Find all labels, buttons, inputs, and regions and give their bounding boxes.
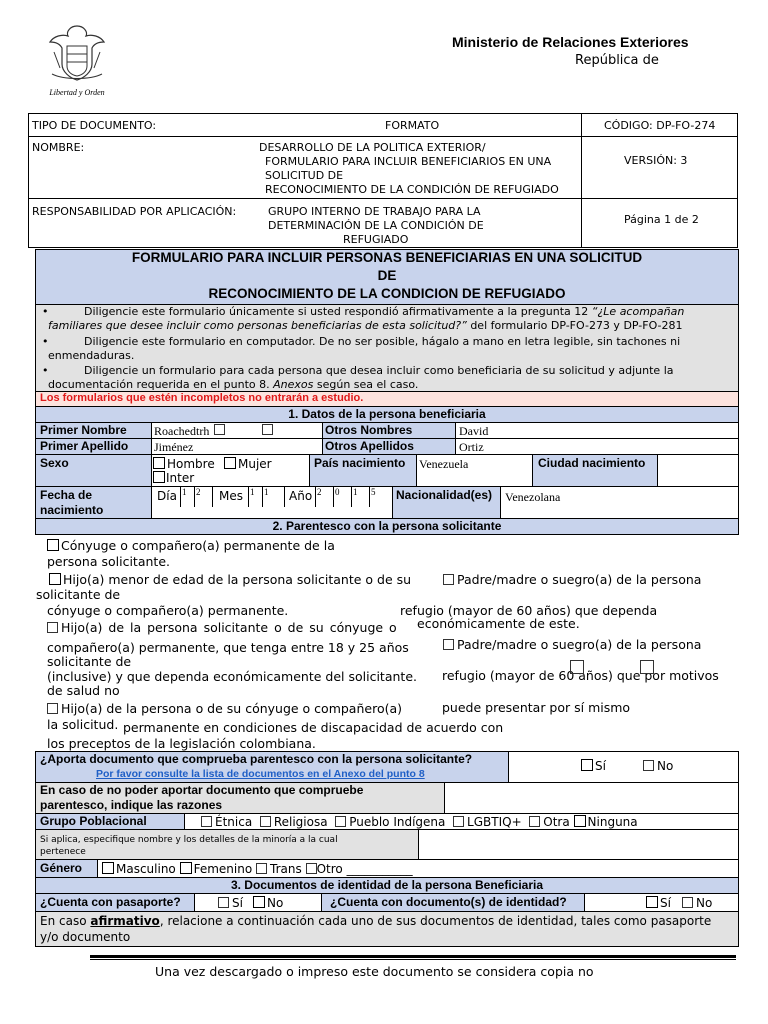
doc-info-table (28, 113, 738, 248)
docs-si[interactable]: Sí (646, 896, 671, 910)
otros-apellidos-value: Ortiz (459, 440, 484, 454)
pais-value: Venezuela (419, 457, 469, 471)
footer-rule-thin (90, 959, 736, 960)
aplica-input[interactable] (418, 829, 739, 860)
checkbox-icon (443, 639, 454, 650)
checkbox-icon (47, 539, 59, 551)
primer-nombre-value: Roachedtrh (154, 424, 210, 438)
checkbox-icon (570, 660, 584, 674)
checkbox-icon (47, 622, 58, 633)
otros-apellidos-input[interactable] (455, 438, 739, 455)
option-conyuge[interactable]: Cónyuge o compañero(a) permanente de la (47, 538, 335, 553)
anexo-link[interactable]: Por favor consulte la lista de documentos en el Anexo del punto 8 (96, 768, 425, 780)
pais-label: País nacimiento (314, 456, 406, 470)
republic-subtitle: República de (575, 53, 659, 68)
mes-label: Mes (219, 489, 243, 503)
bullet-2: • (42, 335, 49, 348)
otros-nombres-label: Otros Nombres (325, 423, 413, 437)
checkbox-icon (253, 896, 265, 908)
aporta-si[interactable]: Sí (581, 759, 606, 773)
caso-label-line1: En caso de no poder aportar documento que compruebe (40, 783, 364, 797)
checkbox-icon (224, 457, 236, 469)
checkbox-icon (574, 815, 586, 827)
primer-apellido-value: Jiménez (154, 440, 194, 454)
genero-masculino[interactable]: Masculino (102, 862, 176, 876)
checkbox-icon (49, 573, 61, 585)
pagina: Página 1 de 2 (624, 213, 699, 226)
genero-otro-line: ___________ (346, 862, 413, 876)
nombre-line2: FORMULARIO PARA INCLUIR BENEFICIARIOS EN UNA (265, 155, 552, 168)
checkbox-icon (180, 862, 192, 874)
footer-rule (90, 955, 736, 958)
instruction-1: Diligencie este formulario únicamente si usted respondió afirmativamente a la pregunta 12 “¿Le acompañan familiares que desee incluir como personas beneficiarias de esta solicitud?” del formulario DP-FO-273 y DP-FO-281 (48, 305, 685, 332)
nombre-line3: SOLICITUD DE (265, 169, 344, 182)
grupo-options (201, 815, 638, 829)
option-hijo-discapacidad[interactable]: Hijo(a) de la persona o de su cónyuge o compañero(a) (47, 701, 402, 716)
anio-digit: 2 (316, 487, 334, 507)
form-title-line2: DE (377, 268, 397, 283)
pasaporte-question: ¿Cuenta con pasaporte? (40, 895, 181, 909)
docs-question: ¿Cuenta con documento(s) de identidad? (330, 895, 567, 909)
checkbox-icon (256, 863, 267, 874)
coat-of-arms-logo (44, 22, 110, 96)
resp-label: RESPONSABILIDAD POR APLICACIÓN: (32, 205, 237, 218)
dia-digit: 2 (195, 487, 213, 507)
caso-input[interactable] (444, 782, 739, 814)
parentesco-options: Cónyuge o compañero(a) permanente de la persona solicitante. Hijo(a) menor de edad de la persona solicitante o de su solicitante de cónyuge o compañero(a) permanente. Hijo(a) de la persona solicitante o de su cónyuge o compañero(a) permanente, que tenga entre 18 y 25 años solicitante de (inclusive) y que dependa económicamente del solicitante. de salud no Hijo(a) de la persona o de su cónyuge o compañero(a) la solicitud. permanente en condiciones de discapacidad de acuerdo con los preceptos de la legislación colombiana. Padre/madre o suegro(a) de la persona refugio (mayor de 60 años) que dependa económicamente de este. Padre/madre o suegro(a) de la persona refugio (mayor de 60 años) que por motivos puede presentar por sí mismo (36, 538, 719, 751)
anio-digit: 5 (371, 487, 376, 497)
mujer-option[interactable]: Mujer (224, 457, 272, 471)
grupo-religiosa[interactable]: Religiosa (260, 815, 328, 829)
checkbox-icon (153, 471, 165, 483)
docs-no[interactable]: No (682, 896, 712, 910)
resp-line3: REFUGIADO (343, 233, 409, 246)
otros-nombres-value: David (459, 424, 489, 438)
option-hijo-menor[interactable]: Hijo(a) menor de edad de la persona solicitante o de su (49, 572, 411, 587)
checkbox-icon (262, 424, 273, 435)
nacionalidad-label: Nacionalidad(es) (396, 488, 493, 502)
nacionalidad-value: Venezolana (505, 490, 561, 504)
option-hijo-18-25[interactable]: Hijo(a) de la persona solicitante o de su cónyuge o (47, 620, 397, 635)
anio-digit: 1 (352, 487, 370, 507)
nombre-label: NOMBRE: (32, 141, 85, 154)
checkbox-icon (581, 759, 593, 771)
mes-digit: 1 (249, 487, 263, 507)
ciudad-input[interactable] (657, 454, 739, 487)
nombre-line1: DESARROLLO DE LA POLITICA EXTERIOR/ (259, 141, 486, 154)
caso-label-line2: parentesco, indique las razones (40, 798, 223, 812)
caso-afirmativo-text: En caso afirmativo, relacione a continuación cada uno de sus documentos de identidad, tales como pasaporte y/o documento (40, 914, 712, 944)
grupo-etnica[interactable]: Étnica (201, 815, 252, 829)
primer-apellido-label: Primer Apellido (40, 439, 129, 453)
dia-label: Día (157, 489, 177, 503)
checkbox-icon (335, 816, 346, 827)
resp-line1: GRUPO INTERNO DE TRABAJO PARA LA (268, 205, 481, 218)
instruction-2: Diligencie este formulario en computador. De no ser posible, hágalo a mano en letra legible, sin tachones ni enmendaduras. (48, 335, 681, 362)
aplica-line2: pertenece (40, 847, 86, 857)
nombre-line4: RECONOCIMIENTO DE LA CONDICIÓN DE REFUGIADO (265, 183, 559, 196)
checkbox-icon (443, 574, 454, 585)
hombre-option[interactable]: Hombre (153, 457, 215, 471)
section1-title: 1. Datos de la persona beneficiaria (288, 407, 486, 421)
checkbox-icon (682, 897, 693, 908)
checkbox-icon (453, 816, 464, 827)
section2-title: 2. Parentesco con la persona solicitante (272, 519, 502, 533)
checkbox-icon (218, 897, 229, 908)
inter-option[interactable]: Inter (153, 471, 194, 485)
genero-label: Género (40, 861, 83, 875)
instruction-3: Diligencie un formulario para cada persona que desea incluir como beneficiaria de su solicitud y adjunte la documentación requerida en el punto 8. Anexos según sea el caso. (48, 364, 674, 391)
primer-nombre-label: Primer Nombre (40, 423, 127, 437)
checkbox-icon (529, 816, 540, 827)
grupo-label: Grupo Poblacional (40, 814, 147, 828)
tipo-value: FORMATO (385, 119, 440, 132)
tipo-label: TIPO DE DOCUMENTO: (32, 119, 157, 132)
mes-digit: 1 (263, 487, 285, 507)
checkbox-icon (201, 816, 212, 827)
bullet-3: • (42, 364, 49, 377)
otros-apellidos-label: Otros Apellidos (325, 439, 414, 453)
aporta-question: ¿Aporta documento que comprueba parentesco con la persona solicitante? (40, 752, 473, 766)
bullet-1: • (42, 305, 49, 318)
checkbox-icon (214, 424, 225, 435)
version: VERSIÓN: 3 (624, 154, 688, 167)
form-title-line3: RECONOCIMIENTO DE LA CONDICION DE REFUGIADO (208, 286, 566, 301)
option-padre-salud[interactable]: Padre/madre o suegro(a) de la persona (443, 637, 701, 652)
aplica-line1: Si aplica, especifique nombre y los detalles de la minoría a la cual (40, 835, 338, 845)
sexo-label: Sexo (40, 456, 69, 470)
genero-options (102, 862, 413, 876)
pasaporte-no[interactable]: No (253, 896, 283, 910)
dia-digit: 1 (181, 487, 195, 507)
otros-nombres-input[interactable] (455, 422, 739, 439)
checkbox-icon (47, 703, 58, 714)
checkbox-icon (646, 896, 658, 908)
checkbox-icon (306, 863, 317, 874)
grupo-indigena[interactable]: Pueblo Indígena (335, 815, 445, 829)
grupo-lgbtiq[interactable]: LGBTIQ+ (453, 815, 522, 829)
genero-otro[interactable]: Otro (306, 862, 343, 876)
checkbox-icon (102, 862, 114, 874)
fecha-label: Fecha de nacimiento (40, 488, 104, 517)
checkbox-icon (643, 760, 654, 771)
warning-text: Los formularios que estén incompletos no entrarán a estudio. (40, 392, 364, 404)
checkbox-icon (153, 457, 165, 469)
ciudad-label: Ciudad nacimiento (538, 456, 646, 470)
checkbox-icon (640, 660, 654, 674)
checkbox-icon (260, 816, 271, 827)
form-title-line1: FORMULARIO PARA INCLUIR PERSONAS BENEFICIARIAS EN UNA SOLICITUD (131, 250, 643, 265)
genero-trans[interactable]: Trans (256, 862, 302, 876)
footer-copy-note: Una vez descargado o impreso este documento se considera copia no (155, 964, 594, 979)
anio-digit: 0 (334, 487, 352, 507)
grupo-ninguna[interactable]: Ninguna (574, 815, 638, 829)
codigo: CÓDIGO: DP-FO-274 (604, 119, 716, 132)
grupo-otra[interactable]: Otra (529, 815, 569, 829)
anio-label: Año (289, 489, 313, 503)
resp-line2: DETERMINACIÓN DE LA CONDICIÓN DE (268, 219, 484, 232)
pasaporte-si[interactable]: Sí (218, 896, 243, 910)
motto: Libertad y Orden (49, 88, 105, 97)
ministry-title: Ministerio de Relaciones Exteriores (452, 34, 689, 50)
genero-femenino[interactable]: Femenino (180, 862, 253, 876)
aporta-no[interactable]: No (643, 759, 673, 773)
option-padre-dependiente[interactable]: Padre/madre o suegro(a) de la persona (443, 572, 701, 587)
section3-title: 3. Documentos de identidad de la persona Beneficiaria (230, 878, 544, 892)
